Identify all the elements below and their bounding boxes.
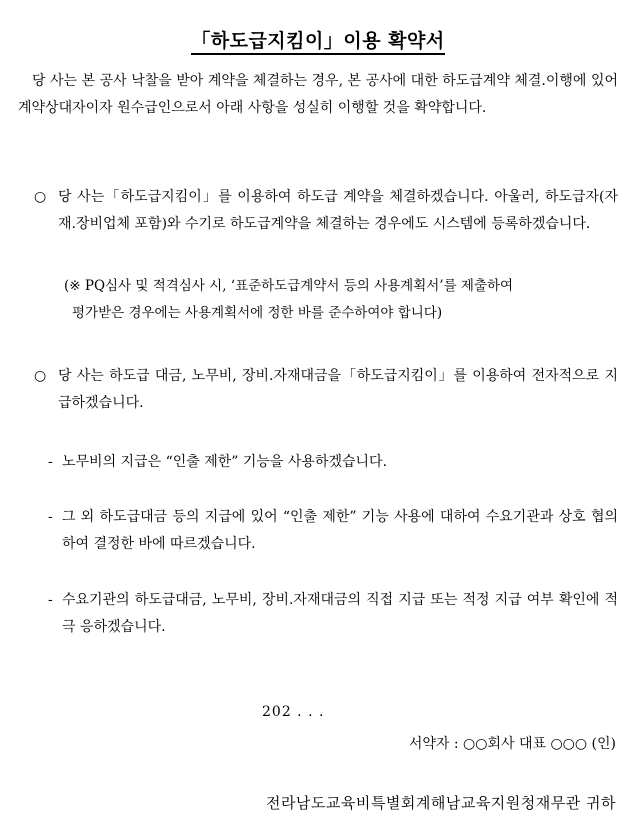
addressee-line: 전라남도교육비특별회계해남교육지원청재무관 귀하 (265, 794, 616, 812)
sub-item-1 (48, 449, 618, 476)
pledge-item-2 (34, 363, 618, 417)
sub-item-3 (48, 587, 618, 641)
dash-bullet-icon: - (48, 454, 53, 470)
signer-line: 서약자 : ○○회사 대표 ○○○ (인) (408, 736, 616, 752)
pledge-item-1-text: 당 사는「하도급지킴이」를 이용하여 하도급 계약을 체결하겠습니다. 아울러, 하도급자(자재.장비업체 포함)와 수기로 하도급계약을 체결하는 경우에도 시스템에 등록하겠습니다. (58, 189, 618, 232)
date-line: 202 . . . (262, 704, 325, 720)
dash-bullet-icon: - (48, 592, 53, 608)
dash-bullet-icon: - (48, 509, 53, 525)
pq-note (64, 273, 618, 327)
pledge-item-1 (34, 184, 618, 238)
sub-item-1-text: 노무비의 지급은 “인출 제한” 기능을 사용하겠습니다. (62, 454, 388, 470)
circle-bullet-icon: ○ (34, 189, 47, 205)
pledge-item-2-text: 당 사는 하도급 대금, 노무비, 장비.자재대금을「하도급지킴이」를 이용하여 전자적으로 지급하겠습니다. (58, 368, 618, 411)
pq-note-line-2: 평가받은 경우에는 사용계획서에 정한 바를 준수하여야 합니다) (72, 305, 443, 321)
pq-note-line-1: (※ PQ심사 및 적격심사 시, ‘표준하도급계약서 등의 사용계획서’를 제출하여 (64, 278, 514, 294)
document-title-text: 「하도급지킴이」이용 확약서 (191, 30, 445, 55)
intro-paragraph: 당 사는 본 공사 낙찰을 받아 계약을 체결하는 경우, 본 공사에 대한 하도급계약 체결.이행에 있어 계약상대자이자 원수급인으로서 아래 사항을 성실히 이행할 것을 확약합니다. (18, 73, 618, 116)
sub-item-2 (48, 504, 618, 558)
sub-item-3-text: 수요기관의 하도급대금, 노무비, 장비.자재대금의 직접 지급 또는 적정 지급 여부 확인에 적극 응하겠습니다. (62, 592, 618, 635)
sub-item-2-text: 그 외 하도급대금 등의 지급에 있어 “인출 제한” 기능 사용에 대하여 수요기관과 상호 협의하여 결정한 바에 따르겠습니다. (62, 509, 618, 552)
document-title (0, 26, 636, 53)
circle-bullet-icon: ○ (34, 368, 47, 384)
